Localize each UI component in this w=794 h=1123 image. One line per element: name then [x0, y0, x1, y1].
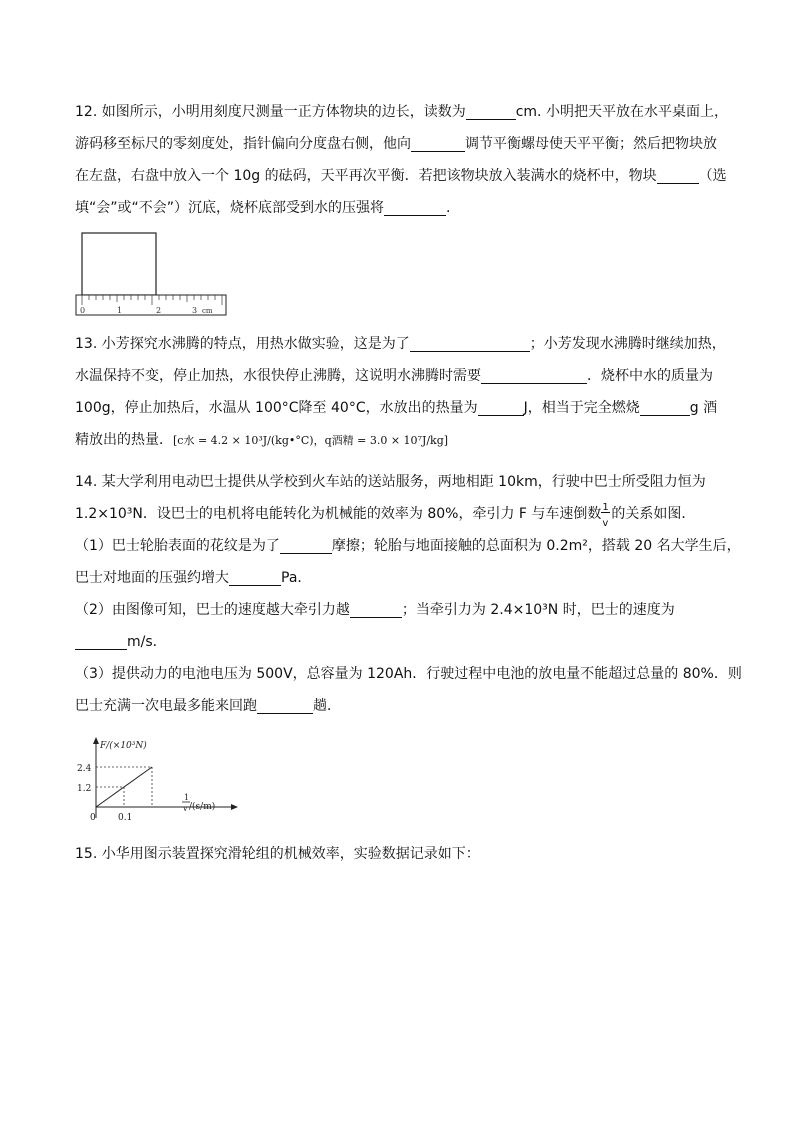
- q14-line-8: [75, 690, 725, 722]
- text: 12. 如图所示，小明用刻度尺测量一正方体物块的边长，读数为: [75, 104, 466, 120]
- x-axis-label-denominator: v: [183, 804, 188, 813]
- text: Pa．: [281, 570, 312, 586]
- y-axis-label: F/(×10³N): [100, 741, 147, 751]
- ruler-label-0: 0: [80, 306, 86, 315]
- q14-line-5: [75, 594, 725, 626]
- y-axis-arrow: [93, 737, 99, 744]
- answer-blank[interactable]: [481, 365, 587, 384]
- q13-line-2: [75, 360, 725, 392]
- question-12: [75, 96, 728, 224]
- cube-block: [82, 233, 156, 295]
- answer-blank[interactable]: [466, 101, 516, 120]
- force-graph-figure: [74, 734, 264, 826]
- answer-blank[interactable]: [478, 397, 524, 416]
- y-tick-1.2: 1.2: [77, 784, 92, 794]
- origin-label: 0: [90, 813, 96, 823]
- text: cm. 小明把天平放在水平桌面上，: [515, 104, 728, 120]
- q13-line-4: [75, 424, 725, 456]
- text: 游码移至标尺的零刻度处，指针偏向分度盘右侧，他向: [75, 136, 411, 152]
- q14-line-4: [75, 562, 725, 594]
- ruler-label-2: 2: [156, 306, 162, 315]
- fraction-denominator: v: [602, 518, 609, 529]
- q15-line-1: [75, 838, 725, 870]
- text: ；小芳发现水沸腾时继续加热，: [529, 336, 726, 352]
- text: 趟．: [313, 698, 341, 714]
- answer-blank[interactable]: [640, 397, 690, 416]
- answer-blank[interactable]: [657, 165, 699, 184]
- ruler-svg: [74, 231, 234, 323]
- text: 的关系如图．: [611, 506, 696, 522]
- q12-line-3: [75, 160, 725, 192]
- q14-line-1: [75, 466, 725, 498]
- answer-blank[interactable]: [384, 197, 446, 216]
- q12-line-2: [75, 128, 725, 160]
- text: ．烧杯中水的质量为: [587, 368, 713, 384]
- text: m/s．: [127, 634, 167, 650]
- question-14: [75, 466, 742, 722]
- x-tick-0.1: 0.1: [118, 813, 133, 823]
- answer-blank[interactable]: [229, 567, 281, 586]
- x-axis-unit: /(s/m): [189, 802, 216, 812]
- answer-blank[interactable]: [280, 535, 332, 554]
- q13-line-1: [75, 328, 725, 360]
- q14-line-6: [75, 626, 725, 658]
- text: 水温保持不变，停止加热，水很快停止沸腾，这说明水沸腾时需要: [75, 368, 481, 384]
- answer-blank[interactable]: [411, 133, 465, 152]
- text: 精放出的热量．: [75, 432, 173, 448]
- ruler-label-1: 1: [117, 306, 123, 315]
- q12-line-1: [75, 96, 728, 128]
- text: 巴士对地面的压强约增大: [75, 570, 229, 586]
- text: 调节平衡螺母使天平平衡；然后把物块放: [465, 136, 717, 152]
- text: g 酒: [689, 400, 718, 416]
- x-axis-arrow: [231, 804, 238, 810]
- ruler-label-3: 3: [192, 306, 198, 315]
- text: 15. 小华用图示装置探究滑轮组的机械效率，实验数据记录如下：: [75, 846, 480, 862]
- text: 巴士充满一次电最多能来回跑: [75, 698, 257, 714]
- question-15: [75, 838, 725, 870]
- answer-blank[interactable]: [410, 333, 530, 352]
- fraction-1-over-v: [601, 498, 611, 530]
- text: 100g，停止加热后，水温从 100°C降至 40°C，水放出的热量为: [75, 400, 478, 416]
- ruler-figure: [74, 231, 234, 323]
- text: 填“会”或“不会”）沉底，烧杯底部受到水的压强将: [75, 200, 385, 216]
- answer-blank[interactable]: [257, 695, 313, 714]
- text: （2）由图像可知，巴士的速度越大牵引力越: [75, 602, 350, 618]
- q14-line-7: [75, 658, 742, 690]
- force-graph-svg: [74, 734, 264, 826]
- fraction-numerator: 1: [602, 502, 609, 513]
- q14-line-3: [75, 530, 741, 562]
- text: 13. 小芳探究水沸腾的特点，用热水做实验，这是为了: [75, 336, 410, 352]
- text: ；当牵引力为 2.4×10³N 时，巴士的速度为: [401, 602, 675, 618]
- question-13: [75, 328, 725, 456]
- text: J，相当于完全燃烧: [523, 400, 640, 416]
- q12-line-4: [75, 192, 725, 224]
- text: （3）提供动力的电池电压为 500V，总容量为 120Ah．行驶过程中电池的放电量不能超过总量的 80%．则: [75, 666, 742, 682]
- y-tick-2.4: 2.4: [77, 764, 92, 774]
- text: 在左盘，右盘中放入一个 10g 的砝码，天平再次平衡．若把该物块放入装满水的烧杯中，物块: [75, 168, 657, 184]
- text: 摩擦；轮胎与地面接触的总面积为 0.2m²，搭载 20 名大学生后，: [331, 538, 741, 554]
- x-axis-label-numerator: 1: [184, 793, 190, 802]
- q13-line-3: [75, 392, 725, 424]
- answer-blank[interactable]: [350, 599, 402, 618]
- answer-blank[interactable]: [75, 631, 127, 650]
- q14-line-2: [75, 498, 725, 530]
- text: .: [446, 200, 451, 216]
- text: （选: [698, 168, 727, 184]
- constants-formula: [c水 = 4.2 × 10³J/(kg•°C)，q酒精 = 3.0 × 10⁷J/kg]: [173, 434, 449, 447]
- text: 14. 某大学利用电动巴士提供从学校到火车站的送站服务，两地相距 10km，行驶中巴士所受阻力恒为: [75, 474, 706, 490]
- text: （1）巴士轮胎表面的花纹是为了: [75, 538, 280, 554]
- ruler-unit: cm: [202, 307, 213, 315]
- text: 1.2×10³N．设巴士的电机将电能转化为机械能的效率为 80%，牵引力 F 与车速倒数: [75, 506, 602, 522]
